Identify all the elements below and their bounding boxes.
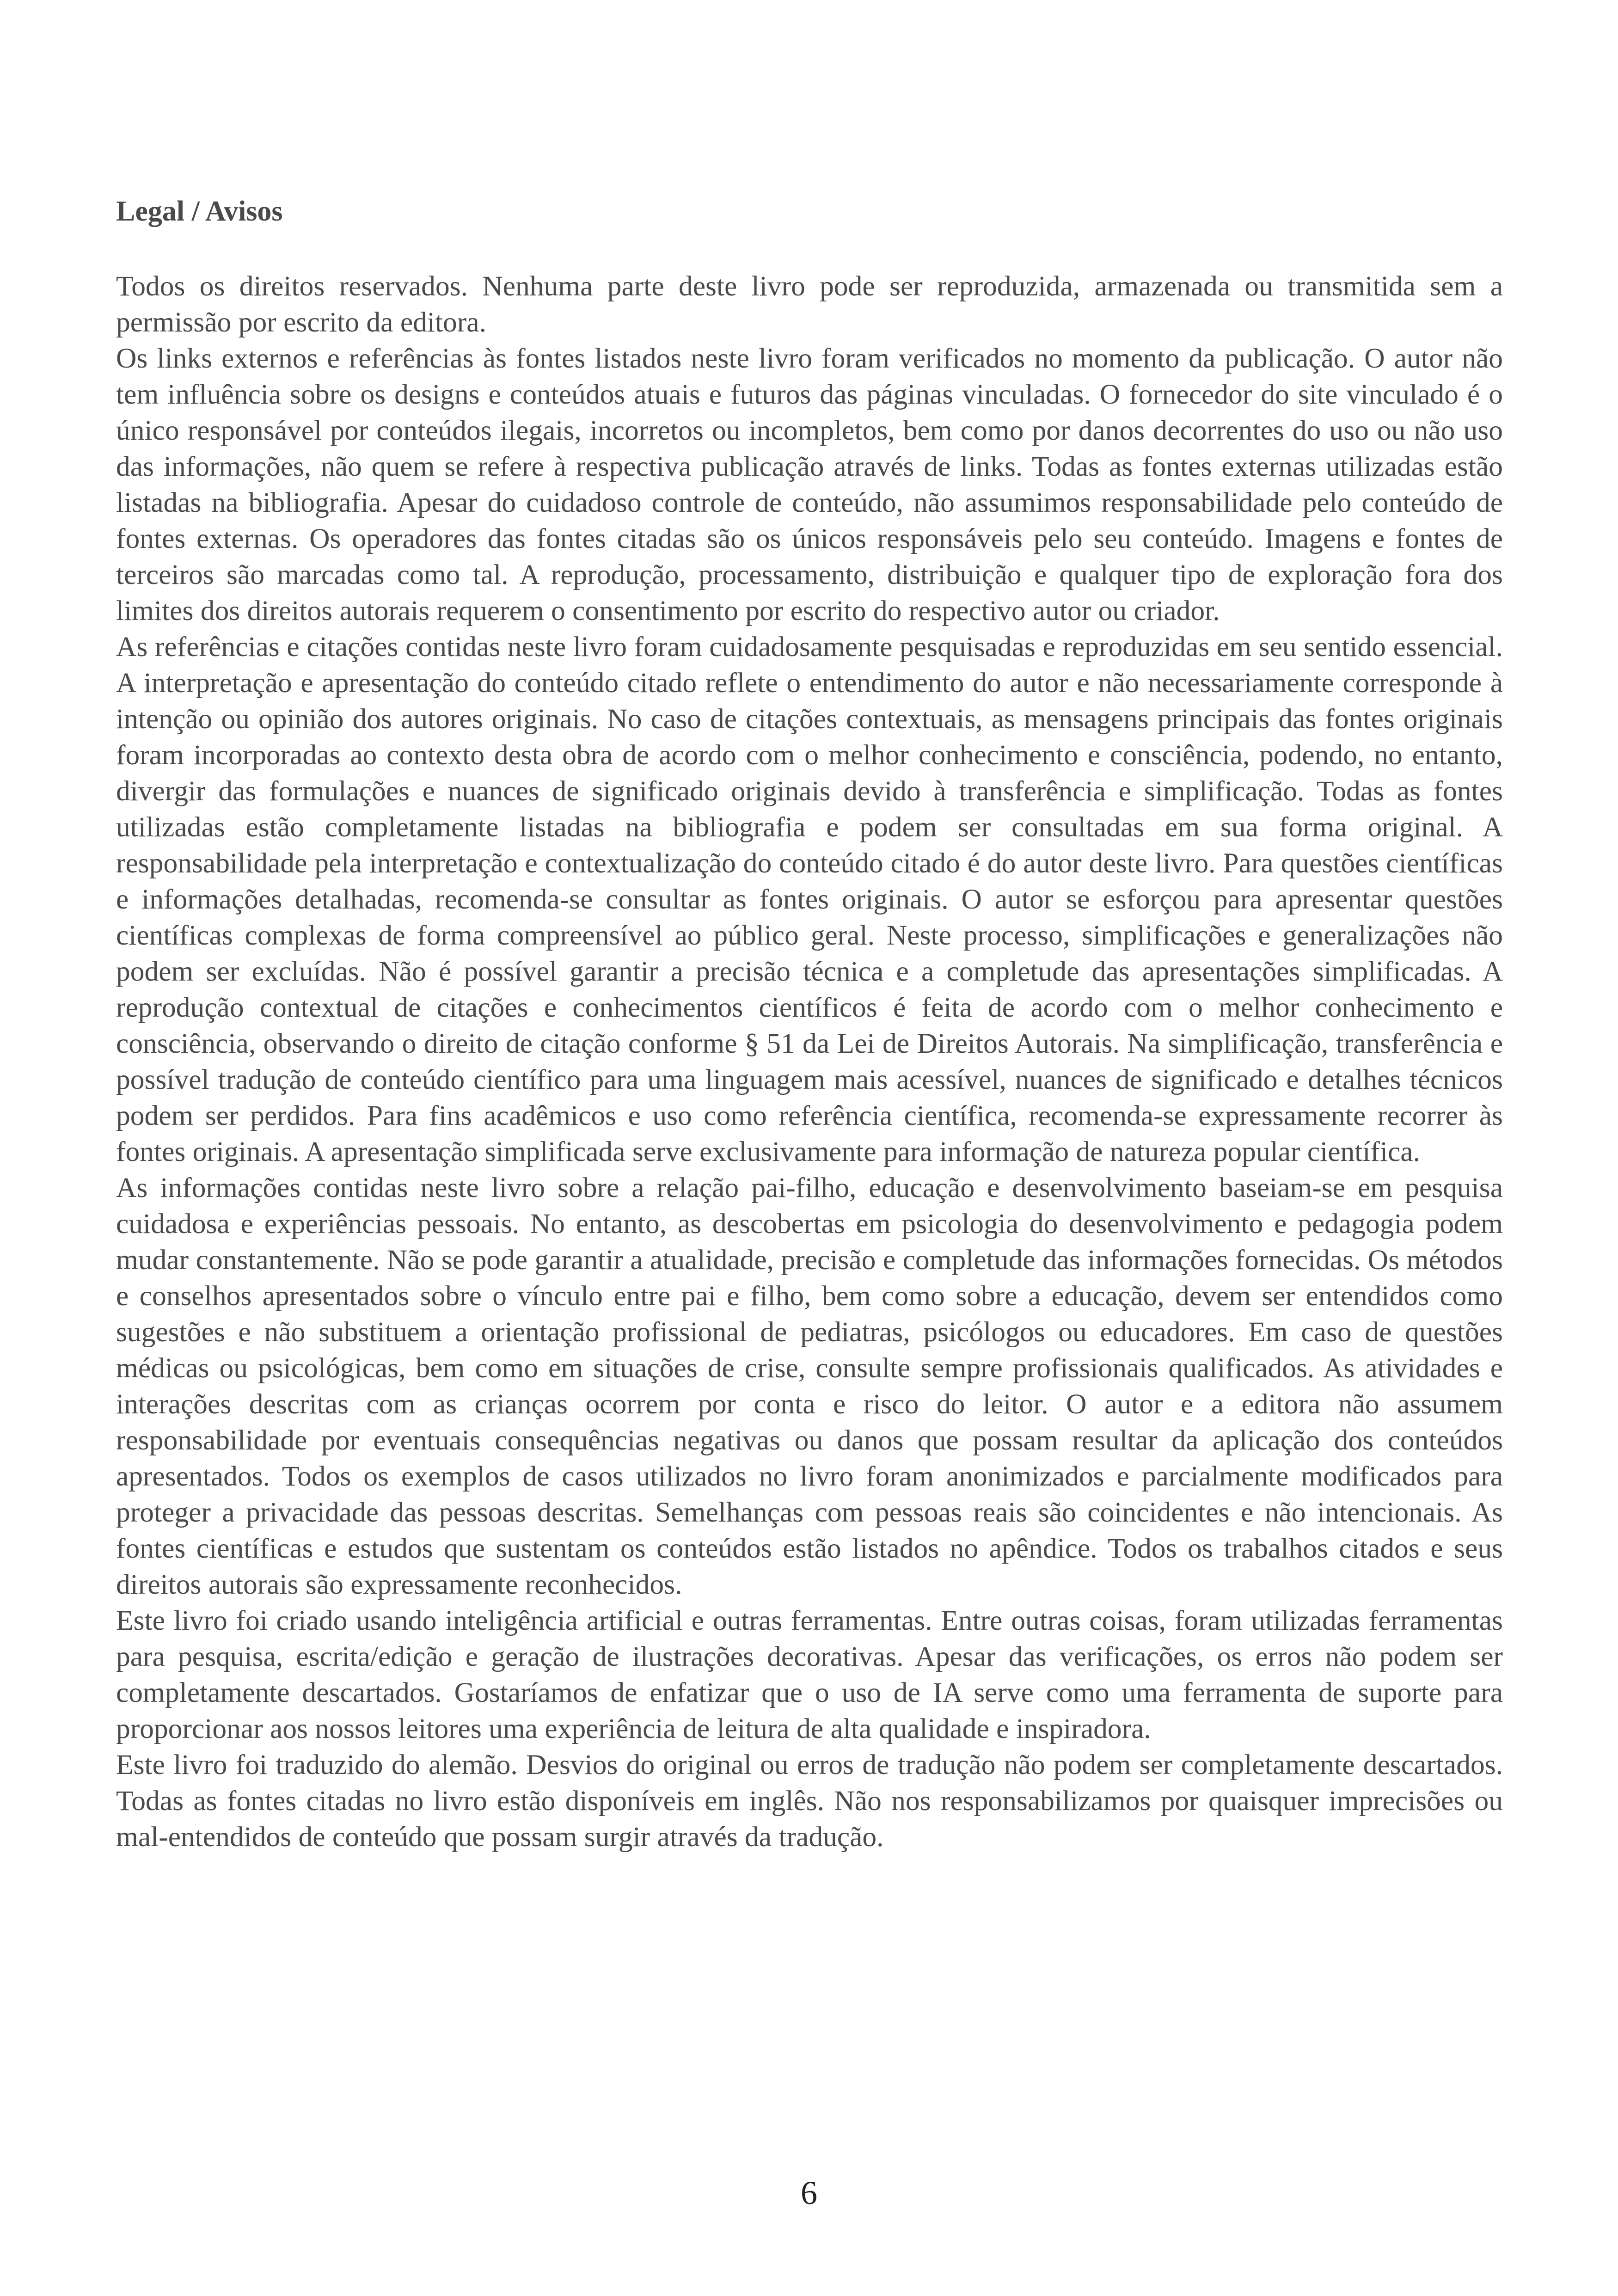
page-title: Legal / Avisos xyxy=(116,196,283,227)
paragraph-parenting-disclaimer: As informações contidas neste livro sobre a relação pai-filho, educação e desenvolvimento baseiam-se em pesquisa cuidadosa e experiências pessoais. No entanto, as descobertas em psicologia do desenvolvimento e pedagogia podem mudar constantemente. Não se pode garantir a atualidade, precisão e completude das informações fornecidas. Os métodos e conselhos apresentados sobre o vínculo entre pai e filho, bem como sobre a educação, devem ser entendidos como sugestões e não substituem a orientação profissional de pediatras, psicólogos ou educadores. Em caso de questões médicas ou psicológicas, bem como em situações de crise, consulte sempre profissionais qualificados. As atividades e interações descritas com as crianças ocorrem por conta e risco do leitor. O autor e a editora não assumem responsabilidade por eventuais consequências negativas ou danos que possam resultar da aplicação dos conteúdos apresentados. Todos os exemplos de casos utilizados no livro foram anonimizados e parcialmente modificados para proteger a privacidade das pessoas descritas. Semelhanças com pessoas reais são coincidentes e não intencionais. As fontes científicas e estudos que sustentam os conteúdos estão listados no apêndice. Todos os trabalhos citados e seus direitos autorais são expressamente reconhecidos. xyxy=(116,1172,1503,1600)
paragraph-ai-disclaimer: Este livro foi criado usando inteligência artificial e outras ferramentas. Entre outras coisas, foram utilizadas ferramentas para pesquisa, escrita/edição e geração de ilustrações decorativas. Apesar das verificações, os erros não podem ser completamente descartados. Gostaríamos de enfatizar que o uso de IA serve como uma ferramenta de suporte para proporcionar aos nossos leitores uma experiência de leitura de alta qualidade e inspiradora. xyxy=(116,1605,1503,1744)
paragraph-external-links: Os links externos e referências às fontes listados neste livro foram verificados no momento da publicação. O autor não tem influência sobre os designs e conteúdos atuais e futuros das páginas vinculadas. O fornecedor do site vinculado é o único responsável por conteúdos ilegais, incorretos ou incompletos, bem como por danos decorrentes do uso ou não uso das informações, não quem se refere à respectiva publicação através de links. Todas as fontes externas utilizadas estão listadas na bibliografia. Apesar do cuidadoso controle de conteúdo, não assumimos responsabilidade pelo conteúdo de fontes externas. Os operadores das fontes citadas são os únicos responsáveis pelo seu conteúdo. Imagens e fontes de terceiros são marcadas como tal. A reprodução, processamento, distribuição e qualquer tipo de exploração fora dos limites dos direitos autorais requerem o consentimento por escrito do respectivo autor ou criador. xyxy=(116,343,1503,626)
legal-notice-body xyxy=(116,268,1503,1855)
page-number: 6 xyxy=(801,2174,817,2211)
paragraph-copyright: Todos os direitos reservados. Nenhuma parte deste livro pode ser reproduzida, armazenada ou transmitida sem a permissão por escrito da editora. xyxy=(116,270,1503,338)
paragraph-translation-disclaimer: Este livro foi traduzido do alemão. Desvios do original ou erros de tradução não podem ser completamente descartados. Todas as fontes citadas no livro estão disponíveis em inglês. Não nos responsabilizamos por quaisquer imprecisões ou mal-entendidos de conteúdo que possam surgir através da tradução. xyxy=(116,1749,1503,1853)
paragraph-citations: As referências e citações contidas neste livro foram cuidadosamente pesquisadas e reproduzidas em seu sentido essencial. A interpretação e apresentação do conteúdo citado reflete o entendimento do autor e não necessariamente corresponde à intenção ou opinião dos autores originais. No caso de citações contextuais, as mensagens principais das fontes originais foram incorporadas ao contexto desta obra de acordo com o melhor conhecimento e consciência, podendo, no entanto, divergir das formulações e nuances de significado originais devido à transferência e simplificação. Todas as fontes utilizadas estão completamente listadas na bibliografia e podem ser consultadas em sua forma original. A responsabilidade pela interpretação e contextualização do conteúdo citado é do autor deste livro. Para questões científicas e informações detalhadas, recomenda-se consultar as fontes originais. O autor se esforçou para apresentar questões científicas complexas de forma compreensível ao público geral. Neste processo, simplificações e generalizações não podem ser excluídas. Não é possível garantir a precisão técnica e a completude das apresentações simplificadas. A reprodução contextual de citações e conhecimentos científicos é feita de acordo com o melhor conhecimento e consciência, observando o direito de citação conforme § 51 da Lei de Direitos Autorais. Na simplificação, transferência e possível tradução de conteúdo científico para uma linguagem mais acessível, nuances de significado e detalhes técnicos podem ser perdidos. Para fins acadêmicos e uso como referência científica, recomenda-se expressamente recorrer às fontes originais. A apresentação simplificada serve exclusivamente para informação de natureza popular científica. xyxy=(116,631,1503,1167)
